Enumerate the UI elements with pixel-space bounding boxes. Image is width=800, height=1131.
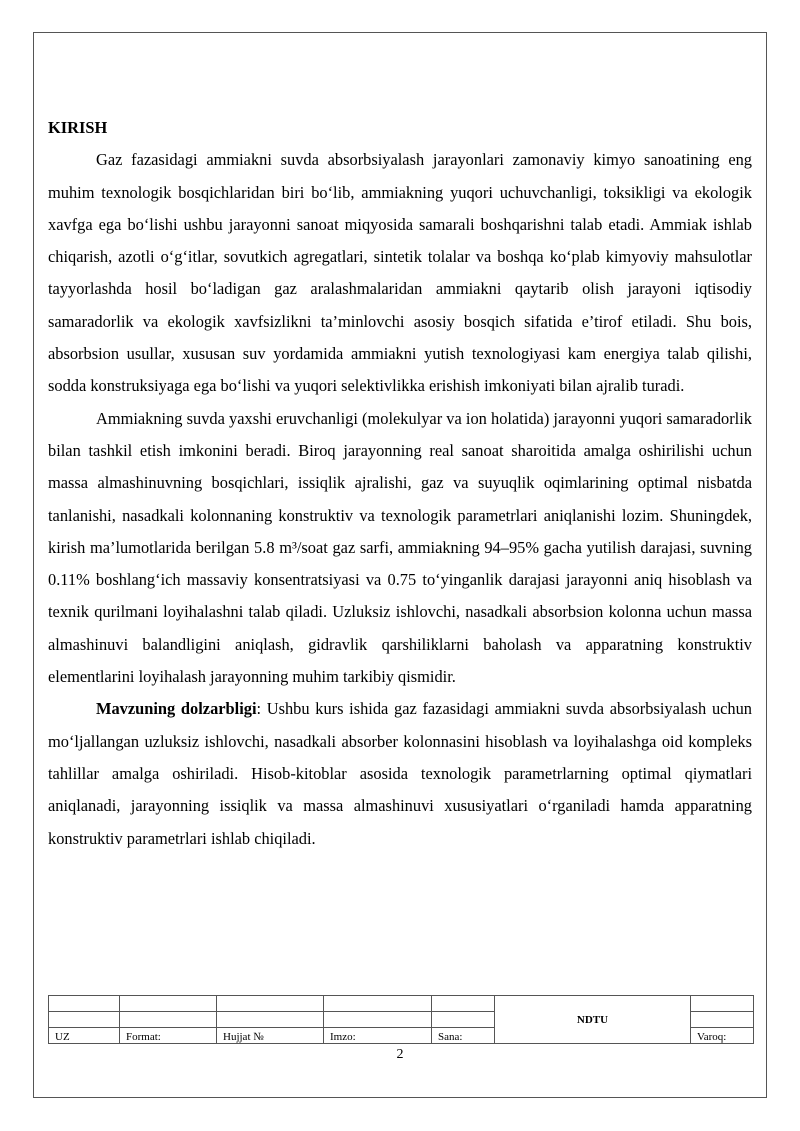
- stamp-cell: [324, 1012, 432, 1028]
- stamp-cell: [217, 1012, 324, 1028]
- section-heading: KIRISH: [48, 118, 108, 137]
- stamp-organization: NDTU: [495, 996, 691, 1044]
- stamp-cell: [120, 1012, 217, 1028]
- paragraph-solubility: Ammiakning suvda yaxshi eruvchanligi (molekulyar va ion holatida) jarayonni yuqori samaradorlik bilan tashkil etish imkonini beradi. Biroq jarayonning real sanoat sharoitida amalga oshirilishi uchun massa almashinuvning bosqichlari, issiqlik ajralishi, gaz va suyuqlik oqimlarining optimal nisbatda tanlanishi, nasadkali kolonnaning konstruktiv va texnologik parametrlari aniqlanishi lozim. Shuningdek, kirish ma’lumotlarida berilgan 5.8 m³/soat gaz sarfi, ammiakning 94–95% gacha yutilish darajasi, suvning 0.11% boshlang‘ich massaviy konsentratsiyasi va 0.75 to‘yinganlik darajasi jarayonni aniq hisoblash va texnik qurilmani loyihalashni talab qiladi. Uzluksiz ishlovchi, nasadkali absorbsion kolonna uchun massa almashinuvi balandligini aniqlash, gidravlik qarshiliklarni baholash va apparatning konstruktiv elementlarini loyihalash jarayonning muhim tarkibiy qismidir.: [48, 408, 752, 687]
- stamp-format: Format:: [120, 1028, 217, 1044]
- stamp-cell: [432, 996, 495, 1012]
- document-body: [48, 112, 752, 855]
- relevance-text: : Ushbu kurs ishida gaz fazasidagi ammiakni suvda absorbsiyalash uchun mo‘ljallangan uzluksiz ishlovchi, nasadkali absorber kolonnasini hisoblash va loyihalashga oid kompleks tahlillar amalga oshiriladi. Hisob-kitoblar asosida texnologik parametrlarning optimal qiymatlari aniqlanadi, jarayonning issiqlik va massa almashinuvi xususiyatlari o‘rganiladi hamda apparatning konstruktiv parametrlari ishlab chiqiladi.: [48, 699, 752, 848]
- stamp-varoq: Varoq:: [691, 1028, 754, 1044]
- relevance-label: Mavzuning dolzarbligi: [96, 699, 257, 719]
- paragraph-intro: Gaz fazasidagi ammiakni suvda absorbsiyalash jarayonlari zamonaviy kimyo sanoatining eng muhim texnologik bosqichlaridan biri bo‘lib, ammiakning yuqori uchuvchanligi, toksikligi va ekologik xavfga ega bo‘lishi ushbu jarayonni sanoat miqyosida samarali boshqarishni talab etadi. Ammiak ishlab chiqarish, azotli o‘g‘itlar, sovutkich agregatlari, sintetik tolalar va boshqa ko‘plab kimyoviy mahsulotlar tayyorlashda hosil bo‘ladigan gaz aralashmalaridan ammiakni qaytarib olish jarayoni iqtisodiy samaradorlik va ekologik xavfsizlikni ta’minlovchi asosiy bosqich sifatida e’tirof etiladi. Shu bois, absorbsion usullar, xususan suv yordamida ammiakni yutish texnologiyasi kam energiya talab qilishi, sodda konstruksiyaga ega bo‘lishi va yuqori selektivlikka erishish imkoniyati bilan ajralib turadi.: [48, 150, 752, 396]
- stamp-cell: [432, 1012, 495, 1028]
- stamp-cell: [120, 996, 217, 1012]
- stamp-cell: [217, 996, 324, 1012]
- stamp-cell: [49, 996, 120, 1012]
- paragraph-relevance: [48, 693, 752, 854]
- stamp-cell: [691, 1012, 754, 1028]
- stamp-sana: Sana:: [432, 1028, 495, 1044]
- title-block-stamp: [48, 995, 754, 1044]
- stamp-imzo: Imzo:: [324, 1028, 432, 1044]
- page-number: 2: [396, 1047, 404, 1062]
- stamp-uz: UZ: [49, 1028, 120, 1044]
- stamp-cell: [691, 996, 754, 1012]
- stamp-cell: [324, 996, 432, 1012]
- stamp-cell: [49, 1012, 120, 1028]
- stamp-hujjat: Hujjat №: [217, 1028, 324, 1044]
